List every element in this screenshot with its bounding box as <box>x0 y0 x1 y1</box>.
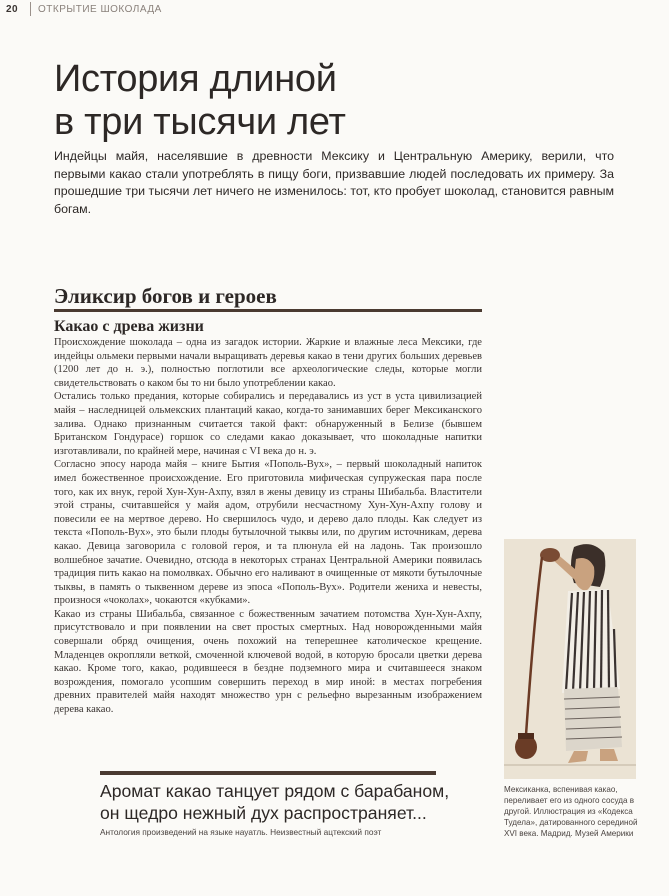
section-title: Эликсир богов и героев <box>54 284 277 308</box>
page-header <box>0 0 669 20</box>
body-paragraph-2: Остались только предания, которые собирались и передавались из уст в уста цивилизацией майя – наследницей ольмекских плантаций какао, когда-то занимавших берег Мексиканского залива. Однако признанным считается такой факт: обнаруженный в Белизе (бывшем Британском Гондурасе) горшок со следами какао доказывает, что шоколадные напитки изготавливали, по крайней мере, начиная с VI века до н. э. <box>54 391 482 457</box>
page-number: 20 <box>6 4 19 15</box>
header-divider <box>30 2 31 16</box>
page-title-line-2: в три тысячи лет <box>54 101 346 143</box>
codex-illustration <box>504 539 636 779</box>
subsection-title: Какао с древа жизни <box>54 318 204 335</box>
lead-paragraph: Индейцы майя, населявшие в древности Мексику и Центральную Америку, верили, что первыми какао стали употреблять в пищу боги, призвавшие людей последовать их примеру. За прошедшие три тысячи лет ничего не изменилось: тот, кто пробует шоколад, становится равным богам. <box>54 149 614 216</box>
mexican-woman-pouring-cocoa-image <box>504 539 636 779</box>
page-title-line-1: История длиной <box>54 58 337 100</box>
running-head: ОТКРЫТИЕ ШОКОЛАДА <box>38 4 162 15</box>
body-paragraph-1: Происхождение шоколада – одна из загадок истории. Жаркие и влажные леса Мексики, где индейцы ольмеки первыми начали выращивать деревья какао в тени других больших деревьев (1200 лет до н. э.), полностью поглотили все археологические следы, которые могли свидетельствовать о каком бы то ни было употреблении какао. <box>54 337 482 389</box>
page-title <box>54 58 484 144</box>
section-rule <box>54 309 482 312</box>
illustration-caption: Мексиканка, вспенивая какао, переливает его из одного сосуда в другой. Иллюстрация из «Кодекса Тудела», датированного серединой XVI века. Мадрид. Музей Америки <box>504 785 638 838</box>
article-body <box>54 336 482 717</box>
quote-rule <box>100 771 436 775</box>
body-paragraph-4: Какао из страны Шибальба, связанное с божественным зачатием потомства Хун-Хун-Ахпу, присутствовало и при появлении на свет простых смертных. Над новорожденными майя совершали обряд очищения, очень похожий на теперешнее католическое крещение. Младенцев окропляли веткой, смоченной ключевой водой, в которую бросали цветки дерева какао. Кроме того, какао, родившееся в бездне подземного мира и считавшееся знаком возрождения, помогало усопшим совершить переход в мир иной: в местах погребения древних правителей майя находят множество урн с рельефно вырезанным изображением дерева какао. <box>54 608 482 716</box>
quote-source: Антология произведений на языке науатль. Неизвестный ацтекский поэт <box>100 827 382 837</box>
body-paragraph-3: Согласно эпосу народа майя – книге Бытия «Пополь-Вух», – первый шоколадный напиток имел божественное происхождение. Его приготовила мифическая супружеская пара после того, как их внук, герой Хун-Хун-Ахпу, взял в жены девицу из страны Шибальба. Властители этой страны, считавшейся у майя адом, отрубили несчастному Хун-Хун-Ахпу голову и повесили ее на мертвое дерево. Но свершилось чудо, и дерево дало плоды. Как следует из текста «Пополь-Вух», это были плоды бутылочной тыквы или, по другим источникам, дерева какао. Девица заговорила с головой героя, и та плюнула ей на ладонь. Так произошло волшебное зачатие. Очевидно, отсюда в некоторых странах Центральной Америки появилась традиция пить какао на помолвках. Обычно его наливают в очищенные от мякоти бутылочные тыквы, в память о тыквенном дереве из эпоса «Пополь-Вух». Родители жениха и невесты, произнося «чоколах», чокаются «кубками». <box>54 459 482 607</box>
pull-quote: Аромат какао танцует рядом с барабаном, он щедро нежный дух распространяет... <box>100 781 450 823</box>
